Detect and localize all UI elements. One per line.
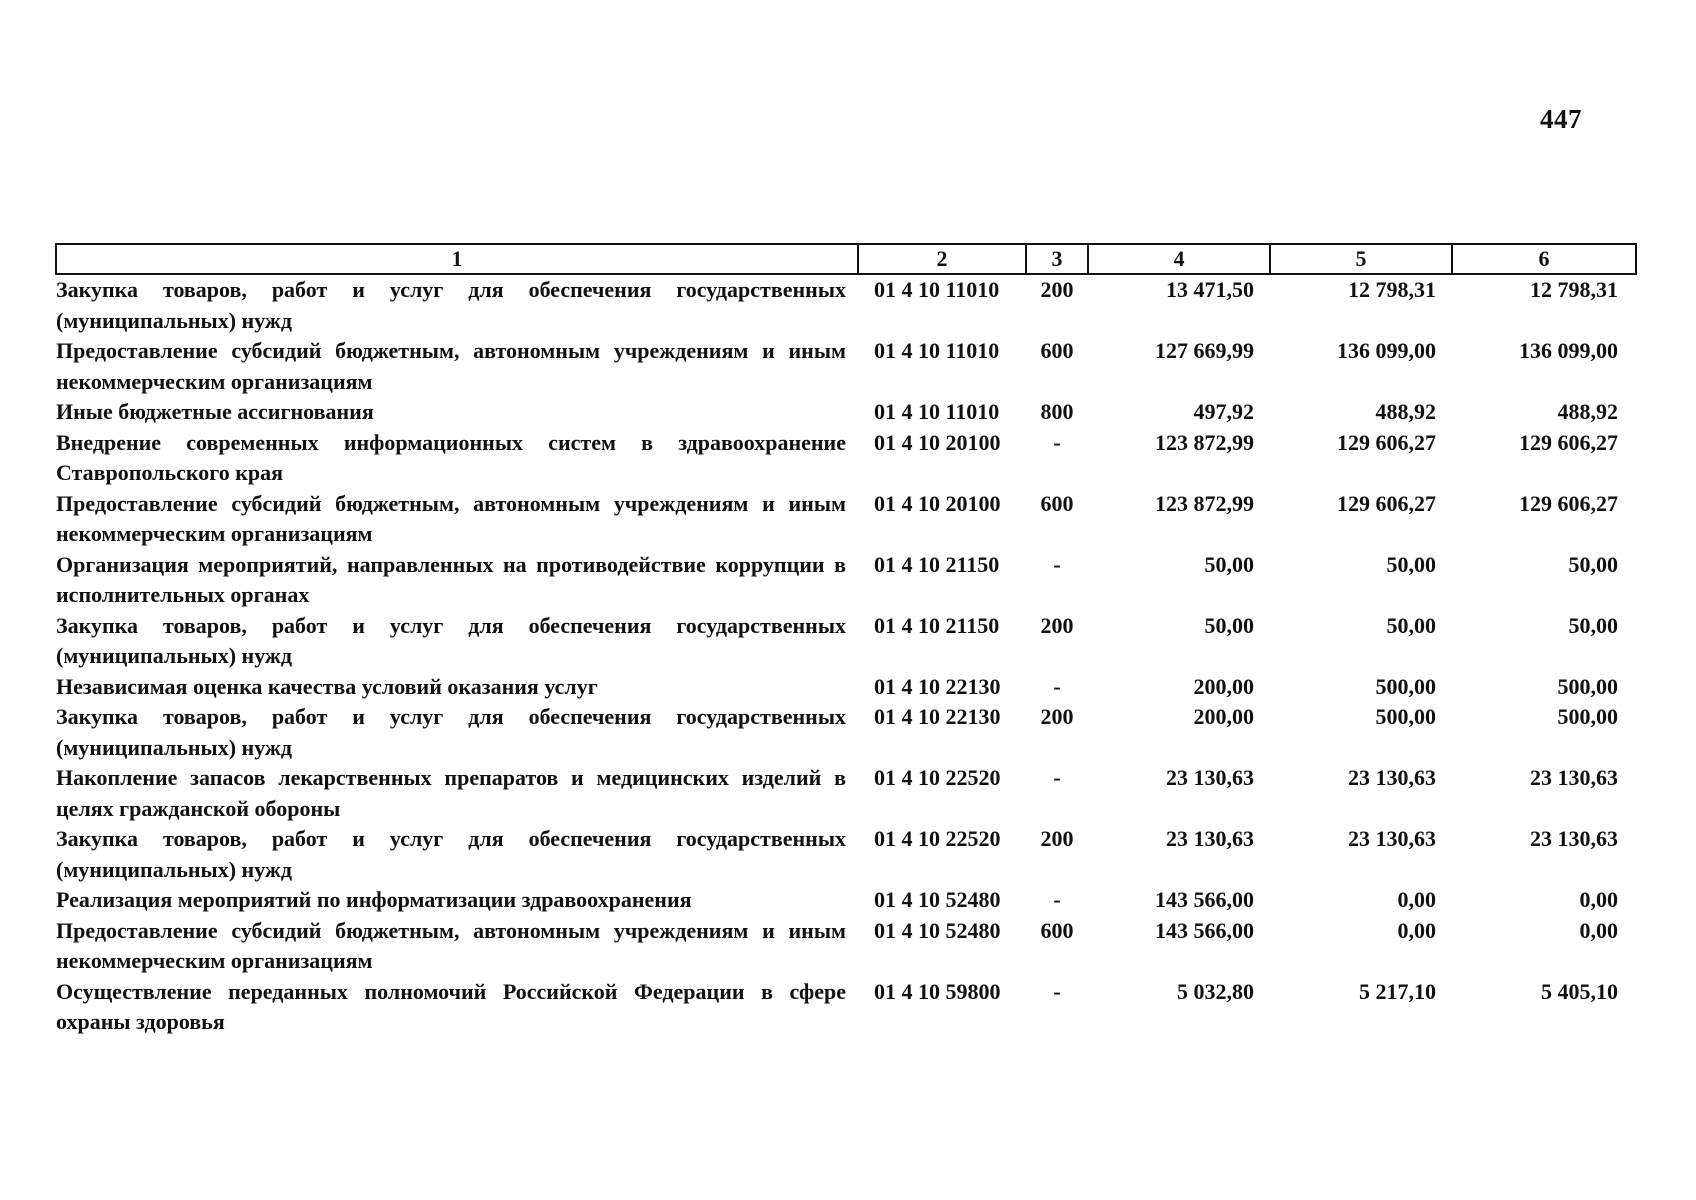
column-header-6: 6: [1452, 244, 1636, 274]
budget-table: [55, 243, 1637, 1038]
row-value-4: 13 471,50: [1166, 277, 1254, 302]
row-value-6: 129 606,27: [1519, 490, 1618, 516]
row-value-4: 23 130,63: [1166, 765, 1254, 790]
row-value-6: 23 130,63: [1530, 826, 1618, 851]
row-value-5: 136 099,00: [1337, 338, 1436, 363]
row-type: -: [1053, 765, 1061, 790]
row-name: Закупка товаров, работ и услуг для обеспечения государственных (муниципальных) нужд: [56, 704, 846, 760]
table-row: [56, 977, 1636, 1038]
row-value-6: 50,00: [1568, 612, 1618, 638]
table-row: [56, 336, 1636, 397]
row-code: 01 4 10 22130: [874, 673, 1001, 699]
row-value-6: 488,92: [1557, 399, 1618, 424]
table-row: [56, 550, 1636, 611]
row-value-5: 5 217,10: [1359, 978, 1436, 1004]
table-row: [56, 702, 1636, 763]
row-code: 01 4 10 11010: [874, 399, 1000, 424]
row-name: Предоставление субсидий бюджетным, автономным учреждениям и иным некоммерческим организациям: [56, 490, 846, 546]
row-type: 600: [1040, 917, 1074, 943]
row-value-5: 500,00: [1375, 673, 1436, 699]
column-header-5: 5: [1270, 244, 1452, 274]
row-code: 01 4 10 21150: [874, 551, 1000, 577]
row-value-4: 200,00: [1193, 673, 1254, 699]
table-row: [56, 611, 1636, 672]
row-value-5: 23 130,63: [1348, 826, 1436, 851]
table-row: [56, 763, 1636, 824]
table-header: [56, 244, 1636, 274]
row-type: -: [1053, 978, 1061, 1004]
row-value-5: 0,00: [1397, 917, 1436, 943]
row-value-6: 50,00: [1568, 551, 1618, 577]
row-value-4: 200,00: [1193, 704, 1254, 729]
row-name: Осуществление переданных полномочий Российской Федерации в сфере охраны здоровья: [56, 978, 846, 1034]
row-code: 01 4 10 22130: [874, 704, 1001, 729]
row-value-5: 488,92: [1375, 399, 1436, 424]
row-name: Внедрение современных информационных систем в здравоохранение Ставропольского края: [56, 429, 846, 485]
row-code: 01 4 10 21150: [874, 612, 1000, 638]
row-name: Закупка товаров, работ и услуг для обеспечения государственных (муниципальных) нужд: [56, 826, 846, 882]
row-name: Накопление запасов лекарственных препаратов и медицинских изделий в целях гражданской обороны: [56, 765, 846, 821]
row-value-4: 123 872,99: [1155, 490, 1254, 516]
row-code: 01 4 10 20100: [874, 429, 1001, 455]
row-code: 01 4 10 52480: [874, 917, 1001, 943]
row-value-4: 23 130,63: [1166, 826, 1254, 851]
table-row: [56, 672, 1636, 703]
column-header-4: 4: [1088, 244, 1270, 274]
table-row: [56, 824, 1636, 885]
table-row: [56, 274, 1636, 336]
row-value-5: 129 606,27: [1337, 490, 1436, 516]
row-name: Закупка товаров, работ и услуг для обеспечения государственных (муниципальных) нужд: [56, 612, 846, 668]
row-code: 01 4 10 52480: [874, 887, 1001, 912]
row-type: 600: [1040, 338, 1074, 363]
row-name: Предоставление субсидий бюджетным, автономным учреждениям и иным некоммерческим организациям: [56, 338, 846, 394]
row-value-4: 50,00: [1204, 612, 1254, 638]
row-name: Организация мероприятий, направленных на противодействие коррупции в исполнительных органах: [56, 551, 846, 607]
row-code: 01 4 10 22520: [874, 765, 1001, 790]
row-type: -: [1053, 551, 1061, 577]
row-type: 200: [1040, 277, 1074, 302]
row-type: 200: [1040, 826, 1074, 851]
row-value-6: 0,00: [1579, 917, 1618, 943]
row-value-6: 136 099,00: [1519, 338, 1618, 363]
row-value-6: 500,00: [1557, 673, 1618, 699]
row-code: 01 4 10 22520: [874, 826, 1001, 851]
row-value-4: 497,92: [1193, 399, 1254, 424]
table-row: [56, 397, 1636, 428]
column-header-1: 1: [56, 244, 858, 274]
row-value-6: 0,00: [1579, 887, 1618, 912]
table-body: [56, 274, 1636, 1038]
row-type: -: [1053, 429, 1061, 455]
table-row: [56, 916, 1636, 977]
row-type: 200: [1040, 704, 1074, 729]
row-value-5: 500,00: [1375, 704, 1436, 729]
row-value-4: 50,00: [1204, 551, 1254, 577]
row-value-5: 50,00: [1386, 551, 1436, 577]
row-type: 200: [1040, 612, 1074, 638]
table-row: [56, 428, 1636, 489]
row-value-5: 129 606,27: [1337, 429, 1436, 455]
row-name: Закупка товаров, работ и услуг для обеспечения государственных (муниципальных) нужд: [56, 277, 846, 333]
table-row: [56, 885, 1636, 916]
row-name: Предоставление субсидий бюджетным, автономным учреждениям и иным некоммерческим организациям: [56, 917, 846, 973]
column-header-3: 3: [1026, 244, 1088, 274]
row-type: 800: [1040, 399, 1074, 424]
page-number: 447: [1540, 104, 1582, 134]
row-name: Реализация мероприятий по информатизации здравоохранения: [56, 887, 692, 912]
row-code: 01 4 10 11010: [874, 277, 1000, 302]
row-name: Иные бюджетные ассигнования: [56, 399, 374, 424]
row-value-6: 129 606,27: [1519, 429, 1618, 455]
row-value-5: 50,00: [1386, 612, 1436, 638]
row-value-5: 0,00: [1397, 887, 1436, 912]
table-row: [56, 489, 1636, 550]
row-value-4: 123 872,99: [1155, 429, 1254, 455]
row-value-5: 23 130,63: [1348, 765, 1436, 790]
row-value-6: 5 405,10: [1541, 978, 1618, 1004]
row-type: -: [1053, 887, 1061, 912]
row-value-6: 500,00: [1557, 704, 1618, 729]
row-value-6: 12 798,31: [1530, 277, 1618, 302]
row-value-4: 143 566,00: [1155, 917, 1254, 943]
row-type: -: [1053, 673, 1061, 699]
row-value-6: 23 130,63: [1530, 765, 1618, 790]
row-code: 01 4 10 11010: [874, 338, 1000, 363]
header-row: [56, 244, 1636, 274]
row-value-5: 12 798,31: [1348, 277, 1436, 302]
row-code: 01 4 10 20100: [874, 490, 1001, 516]
column-header-2: 2: [858, 244, 1026, 274]
row-type: 600: [1040, 490, 1074, 516]
row-value-4: 143 566,00: [1155, 887, 1254, 912]
row-value-4: 127 669,99: [1155, 338, 1254, 363]
row-code: 01 4 10 59800: [874, 978, 1001, 1004]
row-name: Независимая оценка качества условий оказания услуг: [56, 673, 598, 699]
row-value-4: 5 032,80: [1177, 978, 1254, 1004]
